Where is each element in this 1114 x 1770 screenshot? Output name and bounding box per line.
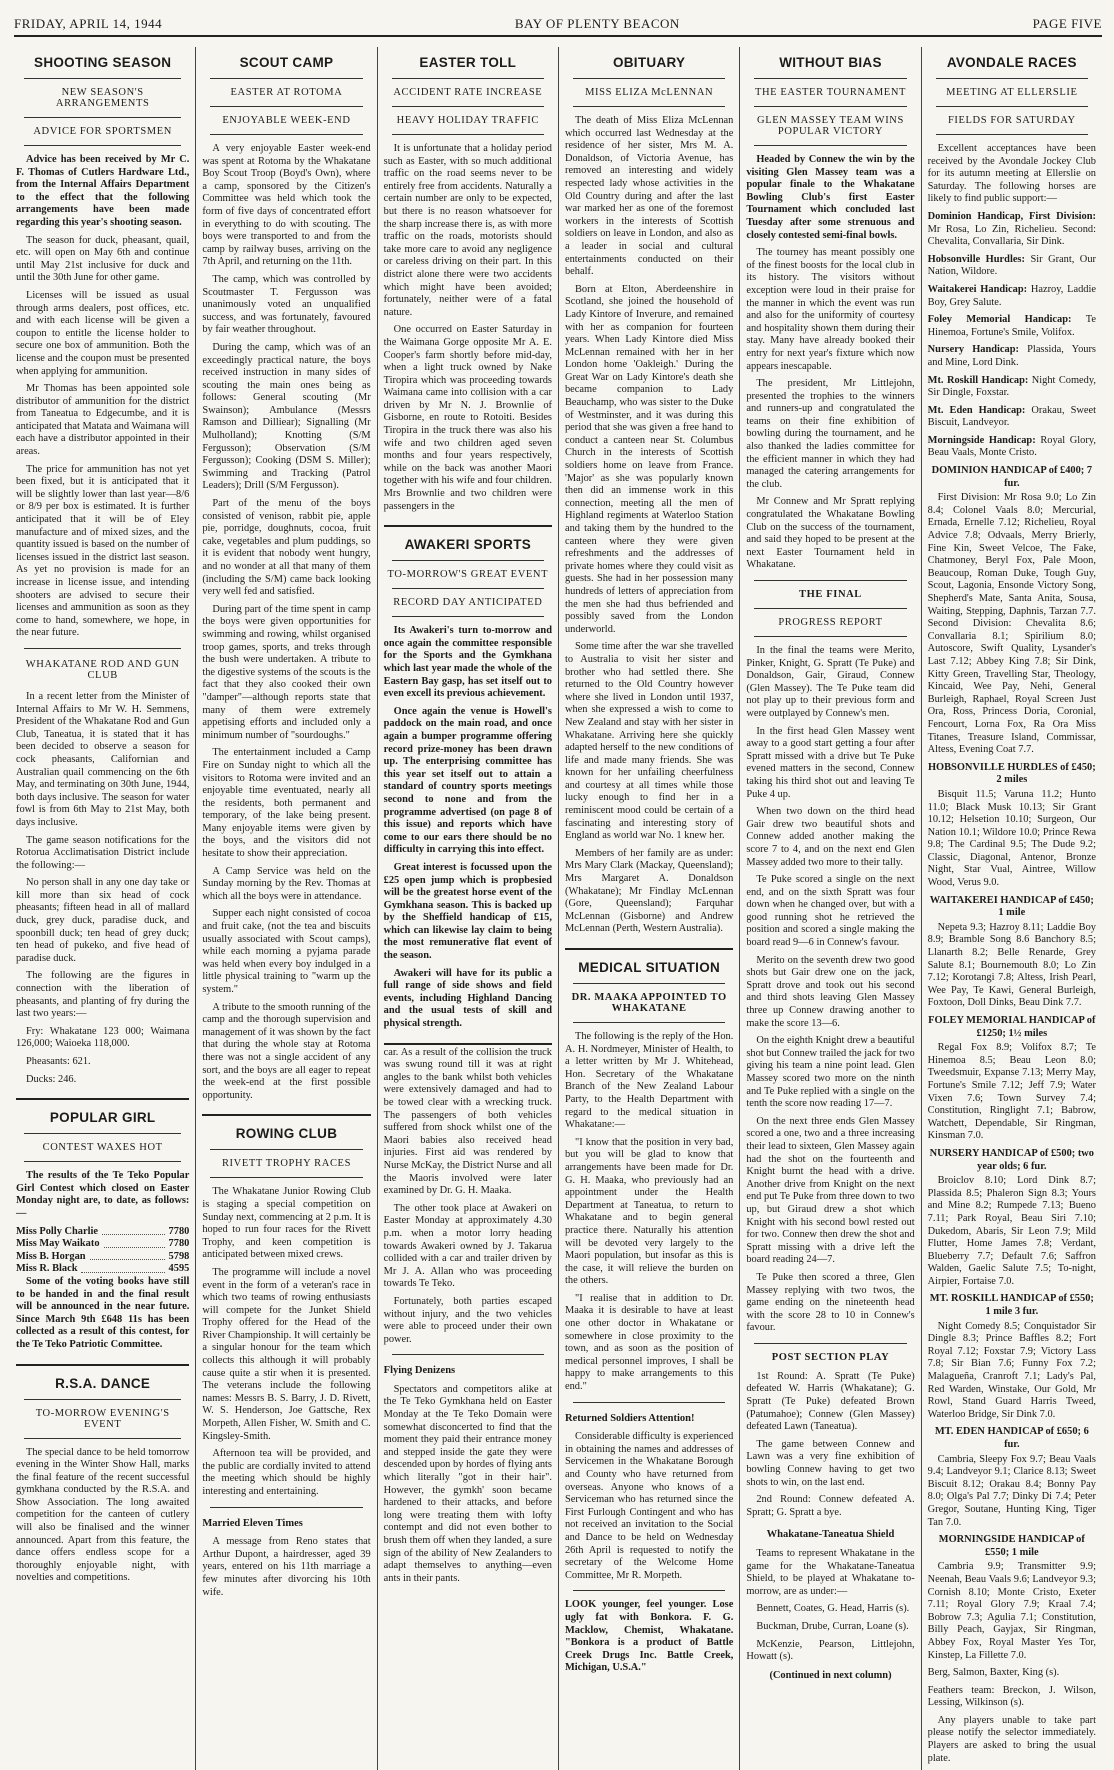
- subheading: CONTEST WAXES HOT: [42, 1142, 163, 1154]
- subheading: ENJOYABLE WEEK-END: [222, 115, 351, 126]
- divider: [210, 134, 362, 135]
- article-paragraph: Considerable difficulty is experienced in obtaining the names and addresses of Servicemen in the Whakatane Borough and County who have returned from overseas. Anyone who knows of a Serviceman who has returned since the First Furlough Contingent and who has not received an invitation to the Social and Dance to be held on Wednesday 26th April is requested to notify the secretary of the Welcome Home Committee, Mr R. Morpeth.: [564, 1431, 734, 1581]
- article-paragraph: Awakeri will have for its public a full range of side shows and field events, including Highland Dancing and the usual tests of skill and physical strength.: [383, 967, 552, 1030]
- divider: [573, 106, 725, 107]
- column-2: [195, 47, 376, 1770]
- article-paragraph: The following is the reply of the Hon. A. H. Nordmeyer, Minister of Health, to a letter written by Mr J. Whitehead, Hon. Secretary of the Whakatane Branch of the New Zealand Labour Party, to the Health Department with regard to the medical situation in Whakatane:—: [564, 1031, 734, 1131]
- divider: [392, 616, 544, 617]
- contestant-name: Miss May Waikato: [16, 1238, 100, 1250]
- race-weights-heading: MORNINGSIDE HANDICAP of £550; 1 mile: [938, 1534, 1085, 1558]
- race-horses: Hazroy, Laddie Boy, Grey Salute.: [927, 283, 1096, 308]
- divider: [24, 117, 181, 118]
- divider: [573, 1590, 725, 1591]
- subheading: RIVETT TROPHY RACES: [221, 1158, 352, 1170]
- divider: [754, 78, 906, 79]
- article-paragraph: Te Puke then scored a three, Glen Massey replying with two twos, the game ending on the nineteenth head with the score 28 to 10 in Connew's favour.: [746, 1271, 915, 1334]
- divider: [754, 636, 906, 637]
- article-paragraph: A tribute to the smooth running of the camp and the thorough supervision and management of it was shown by the fact that during the whole stay at Rotoma there was not a single accident of any sort, and the boys are all eager to repeat the week-end at the first possible opportunity.: [202, 1001, 371, 1101]
- article-paragraph: Advice has been received by Mr C. F. Thomas of Cutlers Hardware Ltd., from the Internal Affairs Department to the effect that the following arrangements have been made regarding this year's shooting season.: [16, 154, 190, 228]
- subheading: THE EASTER TOURNAMENT: [754, 87, 907, 98]
- item-heading: Flying Denizens: [383, 1365, 456, 1377]
- section-border: [565, 948, 733, 952]
- race-weights: First Division: Mr Rosa 9.0; Lo Zin 8.4; Colonel Vaals 8.0; Mercurial, Ernada, Ernelle 7.12; Richelieu, Royal Advice 7.8; Odvaals, Merry Brierly, Fine Kin, Sweet Velcoe, The Fake, Chatmoney, Beryl Fox, Pale Moon, Beaucoup, Roman Duke, Tough Guy, Scout, Lagonia, Ensonde Victory Song, Shepherd's Mate, Santa Anita, Sousa, Waiting, Stepping, Daphnis, Tarzan 7.7. Second Division: Chevalita 8.6; Convallaria 8.1; Spirilium 8.0; Autoscore, Swift Quality, Lysander's Last 7.12; Abbey King 7.8; Sir Dink, Kitty Green, Travelling Star, Theology, Kincaid, Wee Pay, Nehi, General Burleigh, Raphael, Royal Screen Just Ora, Ross, Princess Doria, Coronial, Fencourt, Lorna Fox, Ra Ora Miss Titanes, Treasure Island, Commissar, Altess, Evening Coat 7.7.: [927, 492, 1096, 756]
- article-paragraph: On the next three ends Glen Massey scored a one, two and a three increasing their lead to sixteen, Glen Massey again had the shot on the fourteenth and Knight burnt the head with a drive. Another drive from Knight on the next end put Te Puke from three down to two up, but Giraud drew a shot which Knight with his second bowl rested out for two. Connew then drew the shot and Spratt missing with a drive left the board reading 24—7.: [746, 1115, 915, 1266]
- subheading: FIELDS FOR SATURDAY: [947, 115, 1076, 126]
- divider: [936, 134, 1088, 135]
- divider: [392, 560, 544, 561]
- subheading: GLEN MASSEY TEAM WINS POPULAR VICTORY: [757, 115, 904, 137]
- subheading: RECORD DAY ANTICIPATED: [393, 597, 543, 609]
- contestant-name: Miss R. Black: [16, 1263, 78, 1275]
- article-paragraph: Licenses will be issued as usual through arms dealers, post offices, etc. and with each license will be given a coupon to entitle the license holder to secure one box of ammunition. Both the license and the coupon must be presented when applying for ammunition.: [16, 289, 190, 377]
- section-border: [16, 1098, 189, 1102]
- article-paragraph: Berg, Salmon, Baxter, King (s).: [927, 1667, 1060, 1679]
- article-paragraph: In the final the teams were Merito, Pinker, Knight, G. Spratt (Te Puke) and Donaldson, Gair, Giraud, Connew (Glen Massey). The Te Puke team did not play up to their previous form and were outplayed by Connew's men.: [746, 645, 915, 719]
- article-paragraph: Members of her family are as under: Mrs Mary Clark (Mackay, Queensland); Mrs Margaret A. Donaldson (Whakatane); Mr Findlay McLennan (Gore, Queensland); Farquhar McLennan (Gisborne) and Andrew McLennan (Perth, Western Australia).: [564, 847, 734, 935]
- divider: [24, 145, 181, 146]
- divider: [392, 588, 544, 589]
- article-paragraph: Its Awakeri's turn to-morrow and once again the committee responsible for the Sports and the Gymkhana which last year made the whole of the Eastern Bay gasp, has set itself out to even excell its previous achievement.: [383, 625, 552, 700]
- race-weights-heading: FOLEY MEMORIAL HANDICAP of £1250; 1½ miles: [928, 1015, 1096, 1039]
- article-paragraph: Fortunately, both parties escaped without injury, and the two vehicles were able to proceed under their own power.: [383, 1295, 552, 1345]
- race-name: Dominion Handicap, First Division:: [927, 210, 1096, 222]
- divider: [210, 106, 362, 107]
- vote-count: 7780: [168, 1238, 190, 1250]
- headline: OBITUARY: [612, 55, 686, 70]
- article-paragraph: "I know that the position in very bad, but you will be glad to know that arrangements have been made for Dr. G. H. Maaka, who previously had an appointment under the Health Department at Taneatua, to return to Whakatane and to begin general practice there. Naturally his attention will be devoted very largely to the Maori population, but insofar as this is the case, it will relieve the burden on the others.: [564, 1136, 734, 1287]
- race-field: [928, 254, 1096, 279]
- divider: [754, 145, 906, 146]
- headline: WITHOUT BIAS: [779, 55, 882, 70]
- headline: R.S.A. DANCE: [55, 1375, 151, 1391]
- article-paragraph: Part of the menu of the boys consisted of venison, rabbit pie, apple pie, porridge, doughnuts, cocoa, fruit cake, vegetables and plum puddings, so it is evident that nobody went hungry, and no wonder at all that many of them (including the S/M) came back looking very well fed and satisfied.: [202, 498, 371, 598]
- column-1: [14, 47, 195, 1770]
- article-paragraph: Feathers team: Breckon, J. Wilson, Lessing, Wilkinson (s).: [927, 1684, 1096, 1709]
- article-paragraph: In a recent letter from the Minister of Internal Affairs to Mr W. H. Semmens, President of the Whakatane Rod and Gun Club, Taneatua, it is stated that it has been decided to observe a season for cock pheasants, Californian and Australian quail commencing on the 6th May, and terminating on 30th June, 1944, both days inclusive. The season for water fowl is from 6th May to 21st May, both days inclusive.: [16, 690, 190, 828]
- headline: SCOUT CAMP: [239, 55, 334, 70]
- vote-row: [16, 1238, 189, 1251]
- race-name: Nursery Handicap:: [927, 344, 1019, 356]
- article-paragraph: When two down on the third head Gair drew two beautiful shots and Connew added another making the score 7 to 4, and on the next end Glen Massey added two more to their tally.: [746, 806, 915, 868]
- race-horses: Night Comedy, Sir Dingle, Foxstar.: [927, 374, 1096, 399]
- divider: [936, 78, 1088, 79]
- headline: SHOOTING SEASON: [34, 55, 172, 70]
- race-field: [928, 284, 1096, 309]
- article-paragraph: Once again the venue is Howell's paddock on the main road, and once again a bumper programme offering record prize-money has been drawn up. The enterprising committee has this year set itself out to attain a standard of country sports meetings second to none and from the programme advertised (on page 8 of this issue) and reports which have come to our ears there should be no difficulty in carrying this into effect.: [383, 705, 552, 856]
- race-field: [928, 405, 1096, 430]
- vote-row: [16, 1226, 189, 1239]
- article-paragraph: Excellent acceptances have been received by the Avondale Jockey Club for its autumn meeting at Ellerslie on Saturday. The following horses are likely to find public support:—: [927, 143, 1096, 205]
- article-paragraph: The programme will include a novel event in the form of a veteran's race in which two teams of rowing enthusiasts will compete for the Junket Shield Trophy offered for the Head of the River Championship. It will certainly be a singular honour for the team which collects this although it will probably cause quite a stir when it is presented. The veterans include the following names: Messrs B. S. Barry, J. D. Rivett, W. S. Henderson, Joe Gattsche, Rex Morpeth, Allen Fisher, W. Smith and C. Kingsley-Smith.: [202, 1266, 371, 1442]
- article-paragraph: No person shall in any one day take or kill more than six head of cock pheasants; fifteen head in all of mallard duck, grey duck, paradise duck, and spoonbill duck; ten head of grey duck; ten head of pukeko, and five head of paradise duck.: [16, 877, 190, 964]
- article-paragraph: Buckman, Drube, Curran, Loane (s).: [756, 1620, 909, 1632]
- divider: [754, 580, 906, 581]
- subheading: MISS ELIZA McLENNAN: [585, 87, 714, 98]
- divider: [392, 106, 544, 107]
- headline: AWAKERI SPORTS: [404, 537, 532, 553]
- race-field: [928, 211, 1096, 249]
- divider: [754, 1343, 906, 1344]
- article-paragraph: Spectators and competitors alike at the Te Teko Gymkhana held on Easter Monday at the Te Teko Domain were somewhat disconcerted to find that the moment they paid their entrance money and stepped inside the gate they were descended upon by hordes of flying ants which literally "got in their hair". However, the gymkh' soon became hardened to their attacks, and before long were treating them with lofty contempt and did not even bother to brush them off when they landed, a sure sign of the ability of New Zealanders to adapt themselves to anything—even ants in their pants.: [383, 1383, 552, 1584]
- vote-row: [16, 1263, 189, 1276]
- race-horses: Royal Glory, Beau Vaals, Monte Cristo.: [927, 434, 1096, 459]
- subheading: EASTER AT ROTOMA: [230, 87, 343, 98]
- article-paragraph: The death of Miss Eliza McLennan which occurred last Wednesday at the residence of her sister, Mrs M. A. Donaldson, of Victoria Avenue, has removed an interesting and widely respected lady whose activities in the Old Country during and after the last war marked her as one of the foremost workers in the interests of Scottish soldiers on leave in London, and also as a leader in social and cultural entertainments conducted on their behalf.: [564, 115, 734, 278]
- divider: [392, 78, 544, 79]
- article-paragraph: During part of the time spent in camp the boys were given opportunities for swimming and rowing, whilst organised troop games, sports, and treks through the bush were undertaken. A tribute to the digestive systems of the scouts is the fact that they also cooked their own "damper"—although reports state that many of them were extremely appetising efforts and included only a minimum number of "sourdoughs.": [202, 603, 371, 741]
- headline: AVONDALE RACES: [946, 55, 1077, 70]
- section-border: [384, 525, 552, 529]
- article-paragraph: Fry: Whakatane 123 000; Waimana 126,000; Waioeka 118,000.: [16, 1025, 190, 1050]
- article-paragraph: Bennett, Coates, G. Head, Harris (s).: [756, 1603, 910, 1615]
- article-paragraph: Supper each night consisted of cocoa and fruit cake, (not the tea and biscuits usually associated with Scout camps), while each morning a pyjama parade was held when every boy indulged in a little physical training to "warm up the system.": [202, 908, 371, 995]
- divider: [573, 983, 725, 984]
- article-paragraph: Some time after the war she travelled to Australia to visit her sister and brother who had settled there. She returned to the Old Country however where she lived in London until 1937, when she expressed a wish to come to New Zealand and stay with her sister in Whakatane. Arriving here she quickly adapted herself to the new conditions of life and made many friends. She was known for her unfailing cheerfulness and courtesy at all times while those lucky enough to find her in a reminiscent mood could be certain of a fascinating and interesting story of England as world war No. 1 knew her.: [564, 641, 734, 842]
- article-paragraph: The Whakatane Junior Rowing Club is staging a special competition on Sunday next, commencing at 2 p.m. It is hoped to run four races for the Rivett Trophy, and keen competition is anticipated between mixed crews.: [202, 1186, 371, 1261]
- article-paragraph: Merito on the seventh drew two good shots but Gair drew one on the jack, Spratt drove and took out his second and third shots leaving Glen Massey three up Connew drawing another to make the score 13—6.: [746, 954, 915, 1029]
- divider: [24, 1438, 181, 1439]
- article-paragraph: 1st Round: A. Spratt (Te Puke) defeated W. Harris (Whakatane); G. Spratt (Te Puke) defeated Brown (Patumahoe); Connew (Glen Massey) defeated Lawn (Taneatua).: [746, 1370, 915, 1433]
- divider: [210, 1149, 362, 1150]
- headline: POST SECTION PLAY: [771, 1351, 890, 1363]
- divider: [754, 106, 906, 107]
- column-4: [558, 47, 739, 1770]
- advertisement: LOOK younger, feel younger. Lose ugly fat with Bonkora. F. G. Macklow, Chemist, Whakatane. "Bonkora is a product of Battle Creek Drugs Inc. Battle Creek, Michigan, U.S.A.": [564, 1599, 734, 1674]
- article-paragraph: A very enjoyable Easter week-end was spent at Rotoma by the Whakatane Boy Scout Troop (Boyd's Own), where a camp, sponsored by the Citizen's Committee was held which took the form of five days of concentrated effort in everything to do with scouting. The boys were transported to and from the camp by railway buses, arriving on the 7th April, and returning on the 11th.: [202, 143, 371, 268]
- column-5: [739, 47, 920, 1770]
- race-weights-list: [928, 465, 1096, 1662]
- race-weights: Broiclov 8.10; Lord Dink 8.7; Plassida 8.5; Phaleron Sign 8.3; Yours and Mine 8.2; Rumpede 7.13; Bueno 7.11; Park Royal, Beau Siri 7.10; Dukedom, Abaris, Sir Leon 7.9; Mild Flutter, Home James 7.8; Verdant, Blueberry 7.7; Default 7.6; Saffron Walden, Gaelic Salute 7.5; To-night, Airpier, Fortaise 7.0.: [927, 1175, 1096, 1287]
- subheading: ACCIDENT RATE INCREASE: [393, 87, 543, 98]
- race-weights-heading: MT. EDEN HANDICAP of £650; 6 fur.: [934, 1426, 1089, 1450]
- issue-date: FRIDAY, APRIL 14, 1944: [14, 16, 163, 31]
- race-weights-heading: NURSERY HANDICAP of £500; two year olds; 6 fur.: [929, 1147, 1094, 1172]
- article-paragraph: The entertainment included a Camp Fire on Sunday night to which all the visitors to Rotoma were invited and an enjoyable time eventuated, nearly all the residents, both permanent and temporary, of the lake being present. Many enjoyable items were given by the boys, and the visitors did not hesitate to show their appreciation.: [202, 747, 371, 860]
- vote-count: 5798: [168, 1250, 190, 1262]
- divider: [24, 1161, 181, 1162]
- article-paragraph: Mr Connew and Mr Spratt replying congratulated the Whakatane Bowling Club on the success of the tournament, and said they hoped to be present at the next Easter Tournament held in Whakatane.: [746, 496, 915, 571]
- race-weights: Regal Fox 8.9; Volifox 8.7; Te Hinemoa 8.5; Beau Leon 8.0; Tweedsmuir, Expanse 7.13; Merry May, Fortune's Smile 7.12; Jeff 7.9; Water Vixen 7.6; Town Survey 7.4; Constitution, Ringlight 7.1; Babrow, Watchett, Dependable, Sir Ringman, Kinsman 7.0.: [927, 1042, 1096, 1142]
- columns: [14, 47, 1102, 1764]
- continued-note: (Continued in next column): [769, 1669, 892, 1681]
- article-paragraph: In the first head Glen Massey went away to a good start getting a four after Spratt missed with a drive but Te Puke evened matters in the second, Connew taking his third shot out and leaving Te Puke 4 up.: [746, 725, 915, 800]
- divider: [210, 1177, 362, 1178]
- subheading: MEETING AT ELLERSLIE: [946, 87, 1078, 98]
- subheading: ADVICE FOR SPORTSMEN: [33, 126, 172, 137]
- divider: [210, 1507, 362, 1508]
- race-weights: Bisquit 11.5; Varuna 11.2; Hunto 11.0; Black Musk 10.13; Sir Grant 10.12; Helsetion 10.10; Surgeon, Our Nation 10.1; Wildore 10.0; Prince Rewa 9.8; The Cardinal 9.5; The Dude 9.2; Classic, Diagonal, Antenor, Bronze Night, Star Vual, Aintree, Willow Wood, Verus 9.0.: [927, 788, 1096, 889]
- article-paragraph: One occurred on Easter Saturday in the Waimana Gorge opposite Mr A. E. Cooper's farm shortly before mid-day, when a light truck owned by Nake Tiropira which was proceeding towards Waimana came into collision with a car driven by Mr N. J. Brownlie of Gisborne, en route to Rotoiti. Besides Tiropira in the truck there was also his wife and two children aged seven months and four years respectively, while on the back was another Maori together with his wife and four children. Mrs Brownlie and two children were passengers in the: [383, 324, 552, 512]
- item-heading: Married Eleven Times: [202, 1517, 303, 1529]
- article-paragraph: On the eighth Knight drew a beautiful shot but Connew trailed the jack for two giving his team a nine point lead. Glen Massey scored two more on the ninth and Te Puke replied with a single on the tenth the score now reading 17—7.: [746, 1035, 915, 1110]
- divider: [754, 608, 906, 609]
- divider: [24, 1133, 181, 1134]
- divider: [24, 78, 181, 79]
- article-paragraph: During the camp, which was of an exceedingly practical nature, the boys received instruction in many sides of scouting the main ones being as follows: General scouting (Mr Swainson); Ambulance (Messrs Ramson and Dilliear); Signalling (Mr Mulholland); Knotting (S/M Fergusson); Observation (S/M Fergusson); Cooking (DSM S. Miller); Swimming and Tracking (Patrol Leaders); Drill (S/M Fergusson).: [202, 341, 371, 492]
- race-weights-heading: DOMINION HANDICAP of £400; 7 fur.: [931, 465, 1093, 489]
- article-paragraph: car. As a result of the collision the truck was swung round till it was at right angles to the bank whilst both vehicles were extensively damaged and had to be towed clear with a wrecking truck. The passengers of both vehicles suffered from shock whilst one of the Maori babies also received head injuries. First aid was rendered by Nurse McKay, the District Nurse and all the Maoris involved were later examined by Dr. G. H. Maaka.: [383, 1046, 552, 1197]
- race-weights: Cambria, Sleepy Fox 9.7; Beau Vaals 9.4; Landveyor 9.1; Clarice 8.13; Sweet Biscuit 8.12; Orakau 8.4; Bonny Pay 8.0; Olga's Pal 7.7; Dinky Di 7.4; Peter Gregor, Soutane, Hunting King, Tiger Tan 7.0.: [927, 1453, 1096, 1528]
- article-paragraph: "I realise that in addition to Dr. Maaka it is desirable to have at least one other doctor in Whakatane or somewhere in close proximity to the town, and as soon as the position of medical personnel improves, I shall be happy to make arrangements to this end.": [564, 1292, 734, 1393]
- article-paragraph: Headed by Connew the win by the visiting Glen Massey team was a popular finale to the Whakatane Bowling Club's first Easter Tournament which concluded last Tuesday after some strenuous and closely contested semi-final bowls.: [746, 154, 915, 241]
- subheading: PROGRESS REPORT: [778, 617, 883, 628]
- article-paragraph: The price for ammunition has not yet been fixed, but it is anticipated that it will be slightly lower than last year—8/6 or 8/9 per box is estimated. It is further anticipated that it will be of Eley manufacture and of mixed sizes, and the quantity issued is based on the number of licenses issued in the district last season. As yet no provision is made for an increase in license issue, and intending shooters are advised to secure their licenses and ammunition as soon as they come to hand, somewhere, we hope, in the near future.: [16, 463, 190, 639]
- race-horses: Sir Grant, Our Nation, Wildore.: [927, 253, 1096, 278]
- article-paragraph: The tourney has meant possibly one of the finest boosts for the local club in its history. The visitors without exception were loud in their praise for the manner in which the event was run and also for the uniformity of courtesy and hospitality shown them during their stay. Many have already booked their entry for next year's fixture which now appears inescapable.: [746, 247, 915, 372]
- race-name: Mt. Eden Handicap:: [927, 404, 1026, 416]
- headline: ROWING CLUB: [235, 1126, 338, 1142]
- contestant-name: Miss B. Horgan: [16, 1250, 86, 1262]
- race-field: [928, 435, 1096, 460]
- headline: WHAKATANE ROD AND GUN CLUB: [25, 658, 180, 681]
- race-weights: Night Comedy 8.5; Conquistador Sir Dingle 8.3; Prince Baffles 8.2; Fort Royal 7.12; Foxstar 7.9; Victory Lass 7.8; Sir Bian 7.6; Funny Fox 7.2; Malagueña, Cranroft 7.1; Lady's Pal, Red Warden, Winstake, Our Gold, Mr Rowl, Stand Guard Harris Tweed, Waterloo Bridge, Sir Dink 7.0.: [927, 1320, 1096, 1420]
- race-name: Waitakerei Handicap:: [927, 283, 1028, 295]
- article-paragraph: The game between Connew and Lawn was a very fine exhibition of bowling Connew having to get two shots to win, on the last end.: [746, 1438, 915, 1488]
- article-paragraph: Great interest is focussed upon the £25 open jump which is propbesied will be the greatest horse event of the Gymkhana season. This is backed up by the Sheffield handicap of £15, which can likewise lay claim to being the most remunerative flat event of the season.: [383, 861, 552, 962]
- race-weights: Cambria 9.9; Transmitter 9.9; Neenah, Beau Vaals 9.6; Landveyor 9.3; Cornish 8.10; Monte Cristo, Exeter 7.11; Royal Glory 7.9; Kraal 7.4; Bobrow 7.3; Agulia 7.1; Constitution, Billy Peach, Gayjax, Sir Ringman, Abbey Fox, Royal Master Yes Tor, Kinstep, La Fillette 7.0.: [927, 1561, 1096, 1661]
- article-paragraph: Afternoon tea will be provided, and the public are cordially invited to attend the meeting which should be highly interesting and entertaining.: [202, 1448, 371, 1497]
- race-horses: Te Hinemoa, Fortune's Smile, Volifox.: [927, 314, 1096, 338]
- subheading: NEW SEASON'S ARRANGEMENTS: [55, 87, 150, 109]
- race-weights-heading: WAITAKEREI HANDICAP of £450; 1 mile: [929, 894, 1094, 919]
- article-paragraph: Mr Thomas has been appointed sole distributor of ammunition for the district from Taneatua to Edgecumbe, and it is anticipated that Matata and Waimana will each have a distributor appointed in their areas.: [16, 383, 190, 458]
- article-paragraph: The president, Mr Littlejohn, presented the trophies to the winners and runners-up and congratulated the teams on their fine exhibition of bowling during the tournament, and he also thanked the ladies committee for the efficient manner in which they had managed the catering arrangements for the club.: [746, 378, 915, 490]
- article-paragraph: The results of the Te Teko Popular Girl Contest which closed on Easter Monday night are, to date, as follows:—: [16, 1170, 190, 1219]
- item-heading: Whakatane-Taneatua Shield: [766, 1529, 895, 1541]
- vote-count: 7780: [168, 1225, 190, 1237]
- article-paragraph: The special dance to be held tomorrow evening in the Winter Show Hall, marks the final feature of the recent successful gymkhana conducted by the R.S.A. and Show Association. The long awaited competition for the canteen of cutlery will also be finalised and the winner announced. Apart from this feature, the dance offers endless scope for a thoroughly enjoyable night, with novelties and competitions.: [16, 1446, 190, 1584]
- article-paragraph: Born at Elton, Aberdeenshire in Scotland, she joined the household of Lady Kintore of Inverure, and remained with her as companion for fourteen years. When Lady Kintore died Miss McLennan remained with her in her London home 'Oakleigh.' During the Great War on Lady Kintore's death she became companion to Lady Beauchamp, who was sister to the Duke of Westminster, and it was during this period that she was given a free hand to conduct a canteen near St. Columbus Church in the interests of Scottish soldiers home on leave from France. 'Major' as she was popularly known then did an immense work in this connection, meeting all the men of Highland regiments at Waterloo Station and taking them by the hundred to the canteen where they were given refreshments and the addresses of private homes where they could visit as guests. She had in her possession many hundreds of letters of appreciation from the men she had thus befriended and possibly saved from the London underworld.: [564, 283, 734, 635]
- article-paragraph: 2nd Round: Connew defeated A. Spratt; G. Spratt a bye.: [746, 1494, 915, 1518]
- section-border: [202, 1114, 370, 1118]
- divider: [573, 1402, 725, 1403]
- column-6: [921, 47, 1102, 1770]
- race-fields-list: [928, 211, 1096, 460]
- contestant-name: Miss Polly Charlie: [16, 1225, 98, 1237]
- subheading: HEAVY HOLIDAY TRAFFIC: [396, 115, 539, 126]
- race-weights: Nepeta 9.3; Hazroy 8.11; Laddie Boy 8.9; Bramble Song 8.6 Banchory 8.5; Llanarth 8.2; Belle Renarde, Grey Salute 8.1; Bournemouth 8.0; Lo Zin 7.12; Korotangi 7.8; Altess, Irish Pearl, Wee Pay, Te Kawi, General Burleigh, Foxtoon, Doll Dinks, Beau Dink 7.7.: [927, 921, 1096, 1009]
- masthead: [14, 14, 1102, 37]
- article-paragraph: The camp, which was controlled by Scoutmaster T. Fergusson was unanimously voted an unqualified success, and was fortunately, favoured by fair weather throughout.: [202, 273, 371, 336]
- race-name: Morningside Handicap:: [927, 434, 1036, 446]
- headline: EASTER TOLL: [419, 55, 517, 70]
- race-weights-heading: HOBSONVILLE HURDLES of £450; 2 miles: [927, 761, 1096, 786]
- race-field: [928, 344, 1096, 369]
- article-paragraph: A Camp Service was held on the Sunday morning by the Rev. Thomas at which all the boys were in attendance.: [202, 865, 371, 902]
- article-paragraph: It is unfortunate that a holiday period such as Easter, with so much additional traffic on the road seems never to be entirely free from accidents. Naturally a certain number are only to be expected, but there is no reason whatsoever for the sharp increase there is, as with more traffic on the roads, motorists should take more care to avoid any negligence or careless driving on their part. In this district alone there were two accidents which might have been avoided; fortunately, neither were of a fatal nature.: [383, 143, 552, 318]
- race-name: Mt. Roskill Handicap:: [927, 374, 1029, 386]
- article-paragraph: The season for duck, pheasant, quail, etc. will open on May 6th and continue until May 21st inclusive for duck and until the 30th June for other game.: [16, 234, 190, 284]
- race-name: Foley Memorial Handicap:: [927, 314, 1072, 326]
- article-paragraph: Ducks: 246.: [26, 1073, 77, 1085]
- page-number: PAGE FIVE: [1032, 16, 1102, 31]
- paper-title: BAY OF PLENTY BEACON: [514, 16, 680, 31]
- subheading: DR. MAAKA APPOINTED TO WHAKATANE: [571, 992, 727, 1014]
- article-paragraph: Te Puke scored a single on the next end, and on the sixth Spratt was four down when he changed over, but with a good running shot he retrieved the position and scored a single making the board read 9—6 in Connew's favour.: [746, 874, 915, 949]
- divider: [210, 78, 362, 79]
- article-paragraph: Teams to represent Whakatane in the game for the Whakatane-Taneatua Shield, to be played at Whakatane to-morrow, are as under:—: [746, 1548, 915, 1597]
- column-3: [377, 47, 558, 1770]
- article-paragraph: Any players unable to take part please notify the selector immediately. Players are asked to bring the usual plate.: [927, 1714, 1096, 1764]
- race-name: Hobsonville Hurdles:: [927, 253, 1025, 265]
- race-field: [928, 314, 1096, 339]
- divider: [24, 648, 181, 649]
- headline: THE FINAL: [799, 589, 862, 600]
- article-paragraph: The game season notifications for the Rotorua Acclimatisation District include the following:—: [16, 834, 190, 871]
- race-horses: Plassida, Yours and Mine, Lord Dink.: [927, 344, 1096, 368]
- article-paragraph: The other took place at Awakeri on Easter Monday at approximately 4.30 p.m. when a motor lorry heading towards Awakeri owned by J. Takarua collided with a car and trailer driven by Mr J. A. Allan who was proceeding towards Te Teko.: [383, 1202, 552, 1290]
- subheading: TO-MORROW'S GREAT EVENT: [387, 569, 549, 581]
- article-paragraph: Pheasants: 621.: [26, 1056, 91, 1067]
- vote-count: 4595: [168, 1263, 190, 1275]
- article-paragraph: Some of the voting books have still to be handed in and the final result will be announced in the near future. Since March 9th £648 11s has been collected as a result of this contest, for the Te Teko Patriotic Committee.: [16, 1275, 190, 1350]
- race-field: [928, 375, 1096, 400]
- article-paragraph: A message from Reno states that Arthur Dupont, a hairdresser, aged 39 years, entered on his 11th marriage a few minutes after divorcing his 10th wife.: [202, 1536, 371, 1598]
- divider: [392, 1354, 544, 1355]
- headline: POPULAR GIRL: [49, 1110, 156, 1126]
- article-paragraph: The following are the figures in connection with the liberation of pheasants, and planting of fry during the last two years:—: [16, 970, 190, 1020]
- vote-row: [16, 1251, 189, 1264]
- divider: [573, 78, 725, 79]
- headline: MEDICAL SITUATION: [578, 960, 721, 975]
- race-horses: Mr Rosa, Lo Zin, Richelieu. Second: Chevalita, Convallaria, Sir Dink.: [927, 223, 1096, 248]
- section-border: [16, 1364, 189, 1368]
- subheading: TO-MORROW EVENING'S EVENT: [35, 1407, 170, 1430]
- article-paragraph: McKenzie, Pearson, Littlejohn, Howatt (s).: [746, 1638, 915, 1663]
- divider: [936, 106, 1088, 107]
- divider: [573, 1022, 725, 1023]
- race-horses: Orakau, Sweet Biscuit, Landveyor.: [927, 404, 1096, 429]
- race-weights-heading: MT. ROSKILL HANDICAP of £550; 1 mile 3 fur.: [929, 1293, 1094, 1318]
- divider: [392, 134, 544, 135]
- item-heading: Returned Soldiers Attention!: [564, 1412, 695, 1424]
- divider: [24, 1399, 181, 1400]
